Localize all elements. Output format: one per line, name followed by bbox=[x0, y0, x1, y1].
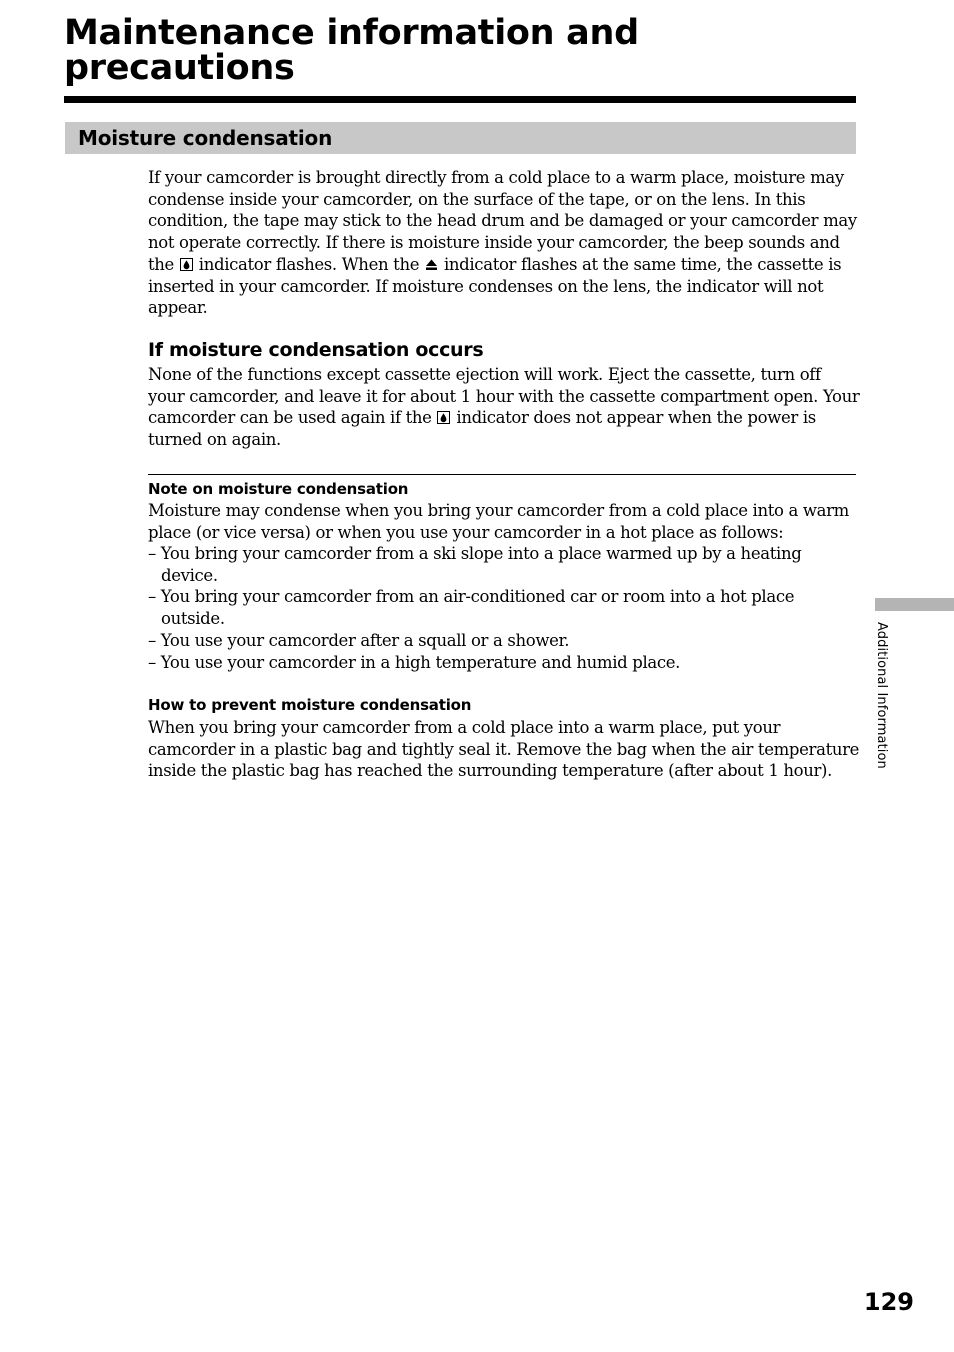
list-item: – You use your camcorder in a high temperature and humid place. bbox=[148, 652, 681, 672]
section-tab-marker bbox=[875, 598, 954, 611]
section-heading: Moisture condensation bbox=[78, 126, 333, 150]
list-item: – You bring your camcorder from an air-conditioned car or room into a hot place outside. bbox=[148, 587, 795, 629]
note-list bbox=[148, 543, 860, 673]
intro-text-1: If your camcorder is brought directly from a cold place to a warm place, moisture may condense inside your camcorder, on the surface of the tape, or on the lens. In this condition, the tape may stick to the head drum and be damaged or your camcorder may not operate correctly. If there is moisture inside your camcorder, the beep sounds and the bbox=[148, 168, 857, 274]
sidebar-section-label: Additional Information bbox=[874, 622, 889, 769]
list-item: – You bring your camcorder from a ski slope into a place warmed up by a heating device. bbox=[148, 544, 802, 585]
intro-text-3: indicator flashes at the same time, the cassette is inserted in your camcorder. If moisture condenses on the lens, the indicator will not appear. bbox=[148, 254, 842, 318]
prevent-heading: How to prevent moisture condensation bbox=[148, 696, 472, 714]
page-number: 129 bbox=[863, 1288, 914, 1316]
prevent-paragraph: When you bring your camcorder from a cold place into a warm place, put your camcorder in a plastic bag and tightly seal it. Remove the bag when the air temperature inside the plastic bag has reached the surrounding temperature (after about 1 hour). bbox=[148, 718, 860, 781]
list-item: – You use your camcorder after a squall or a shower. bbox=[148, 630, 570, 650]
title-rule bbox=[64, 96, 856, 103]
note-intro: Moisture may condense when you bring your camcorder from a cold place into a warm place (or vice versa) or when you use your camcorder in a hot place as follows: bbox=[148, 501, 849, 542]
page-title: Maintenance information and precautions bbox=[64, 13, 639, 88]
note-heading: Note on moisture condensation bbox=[148, 480, 409, 498]
eject-indicator-icon bbox=[425, 258, 438, 271]
occurs-heading: If moisture condensation occurs bbox=[148, 339, 484, 361]
occurs-text-1: None of the functions except cassette ejection will work. Eject the cassette, turn off your camcorder, and leave it for about 1 hour with the cassette compartment open. Your camcorder can be used again if the bbox=[148, 365, 860, 428]
note-divider bbox=[148, 474, 856, 475]
section-header-band bbox=[65, 122, 856, 154]
intro-paragraph bbox=[148, 167, 860, 319]
moisture-indicator-icon bbox=[437, 411, 450, 424]
occurs-paragraph bbox=[148, 364, 860, 451]
intro-text-2: indicator flashes. When the bbox=[198, 254, 420, 274]
occurs-text-2: indicator does not appear when the power is turned on again. bbox=[148, 408, 816, 450]
moisture-indicator-icon bbox=[180, 258, 193, 271]
